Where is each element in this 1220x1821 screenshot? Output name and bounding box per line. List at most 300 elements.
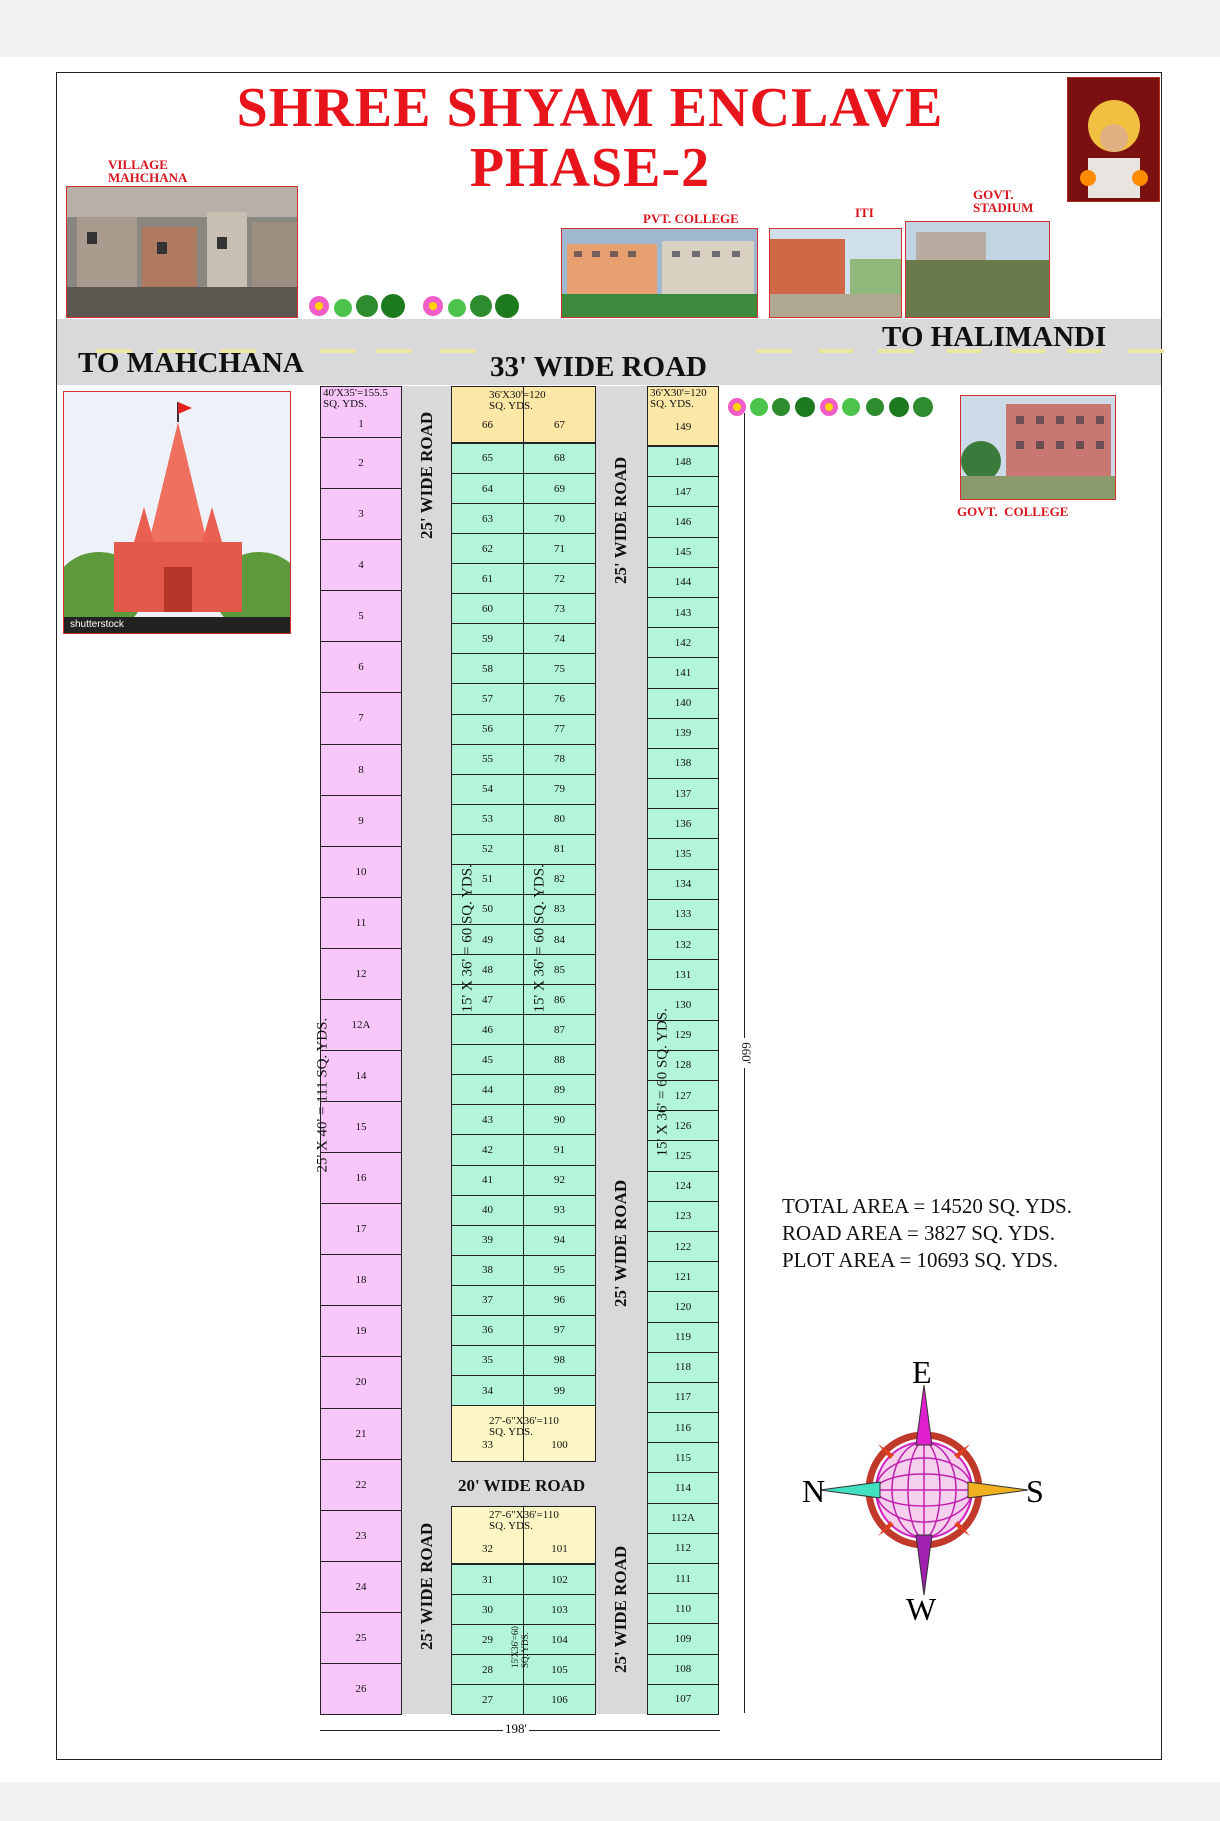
plot-number: 145 bbox=[674, 546, 692, 559]
green-plot-a[interactable] bbox=[451, 714, 524, 745]
green-plot-b[interactable] bbox=[523, 744, 596, 775]
green-plot-b[interactable] bbox=[523, 774, 596, 805]
green-plot-b[interactable] bbox=[523, 653, 596, 684]
deity-image bbox=[1067, 77, 1160, 202]
green-plot-b[interactable] bbox=[523, 683, 596, 714]
plot-number: 111 bbox=[675, 1572, 691, 1585]
green-plot-b[interactable] bbox=[523, 1345, 596, 1376]
plot-number: 144 bbox=[674, 576, 692, 589]
plot-number: 22 bbox=[355, 1478, 367, 1491]
plot-number: 59 bbox=[482, 632, 493, 645]
plot-number: 57 bbox=[482, 693, 493, 705]
plot-number: 92 bbox=[554, 1174, 565, 1187]
small-plot-size-label: 15'X36'=60 SQ. YDS. bbox=[510, 1626, 530, 1668]
right-plot[interactable] bbox=[647, 1623, 719, 1654]
right-plot[interactable] bbox=[647, 1533, 719, 1564]
plot-number: 143 bbox=[674, 606, 692, 619]
pink-plot[interactable] bbox=[320, 1254, 402, 1306]
plot-number: 68 bbox=[554, 452, 565, 465]
plot-number: 104 bbox=[551, 1633, 568, 1646]
plot-number: 9 bbox=[358, 814, 364, 827]
green-plot-a[interactable] bbox=[451, 533, 524, 564]
pink-plot[interactable] bbox=[320, 1510, 402, 1562]
plot-number: 149 bbox=[674, 421, 692, 433]
plot-number: 49 bbox=[482, 933, 493, 946]
green-plot-a[interactable] bbox=[451, 503, 524, 534]
green-plot-a[interactable] bbox=[451, 1375, 524, 1406]
green-plot-a[interactable] bbox=[451, 1134, 524, 1165]
pink-plot[interactable] bbox=[320, 1356, 402, 1408]
plot-number: 127 bbox=[674, 1089, 692, 1102]
right-plot[interactable] bbox=[647, 1654, 719, 1685]
right-plot[interactable] bbox=[647, 627, 719, 658]
green-plot-size-label-b: 15' X 36' = 60 SQ. YDS. bbox=[531, 864, 548, 1013]
plot-number: 15 bbox=[355, 1121, 367, 1134]
plot-number: 47 bbox=[482, 993, 493, 1006]
road-dash bbox=[440, 349, 476, 353]
garden-decoration-right bbox=[723, 391, 953, 423]
green-plot-a[interactable] bbox=[451, 1315, 524, 1346]
plot-number: 71 bbox=[554, 542, 565, 555]
plot-number: 128 bbox=[674, 1059, 692, 1072]
left-road-label-bottom: 25' WIDE ROAD bbox=[417, 1522, 436, 1650]
plot-number: 23 bbox=[355, 1529, 367, 1542]
plot-number: 26 bbox=[355, 1682, 367, 1695]
plot-number: 118 bbox=[674, 1361, 692, 1374]
plot-number: 73 bbox=[554, 602, 565, 615]
plot-number: 94 bbox=[554, 1234, 565, 1247]
green-plot-a[interactable] bbox=[451, 1255, 524, 1286]
shutterstock-watermark: shutterstock bbox=[70, 619, 124, 630]
road-dash bbox=[1128, 349, 1164, 353]
plot-number: 3 bbox=[358, 508, 364, 521]
pink-plot[interactable] bbox=[320, 1152, 402, 1204]
plot-number: 19 bbox=[355, 1325, 367, 1338]
plot-number: 40 bbox=[482, 1204, 493, 1217]
plot-number: 129 bbox=[674, 1029, 692, 1042]
green-plot-b[interactable] bbox=[523, 1654, 596, 1685]
right-plot[interactable] bbox=[647, 657, 719, 688]
plot-number: 82 bbox=[554, 873, 565, 886]
yellow-plot-size: 36'X30'=120 SQ. YDS. bbox=[489, 389, 546, 412]
plot-number: 63 bbox=[482, 512, 493, 525]
right-plot[interactable] bbox=[647, 567, 719, 598]
green-plot-a[interactable] bbox=[451, 1684, 524, 1715]
green-plot-b[interactable] bbox=[523, 1315, 596, 1346]
green-plot-a[interactable] bbox=[451, 623, 524, 654]
pink-plot[interactable] bbox=[320, 437, 402, 489]
plot-number: 28 bbox=[482, 1663, 493, 1676]
plot-number: 95 bbox=[554, 1264, 565, 1277]
village-label: VILLAGE MAHCHANA bbox=[108, 157, 188, 185]
green-plot-a[interactable] bbox=[451, 804, 524, 835]
pink-plot[interactable] bbox=[320, 1663, 402, 1715]
plot-number: 20 bbox=[355, 1376, 367, 1389]
right-plot[interactable] bbox=[647, 959, 719, 990]
plot-number: 34 bbox=[482, 1384, 493, 1397]
iti-photo bbox=[769, 228, 902, 318]
pink-plot[interactable] bbox=[320, 897, 402, 949]
green-plot-b[interactable] bbox=[523, 1255, 596, 1286]
pink-plot[interactable] bbox=[320, 846, 402, 898]
green-plot-b[interactable] bbox=[523, 563, 596, 594]
right-plot[interactable] bbox=[647, 1563, 719, 1594]
green-plot-a[interactable] bbox=[451, 1225, 524, 1256]
plot-number: 32 bbox=[482, 1543, 493, 1555]
pink-plot[interactable] bbox=[320, 1305, 402, 1357]
plot-number: 89 bbox=[554, 1083, 565, 1096]
right-plot[interactable] bbox=[647, 1171, 719, 1202]
left-road-label-top: 25' WIDE ROAD bbox=[417, 411, 436, 539]
compass-e: E bbox=[912, 1355, 932, 1390]
right-plot[interactable] bbox=[647, 1261, 719, 1292]
green-plot-a[interactable] bbox=[451, 774, 524, 805]
right-plot[interactable] bbox=[647, 808, 719, 839]
right-road-label-bottom: 25' WIDE ROAD bbox=[611, 1545, 630, 1673]
plot-number: 27 bbox=[482, 1693, 493, 1706]
green-plot-b[interactable] bbox=[523, 1074, 596, 1105]
plot-number: 119 bbox=[674, 1331, 692, 1344]
plot-number: 106 bbox=[551, 1693, 568, 1706]
pink-plot[interactable] bbox=[320, 744, 402, 796]
plot-number: 135 bbox=[674, 848, 692, 861]
plot-number: 35 bbox=[482, 1354, 493, 1367]
green-plot-b[interactable] bbox=[523, 1225, 596, 1256]
pink-plot[interactable] bbox=[320, 1408, 402, 1460]
right-plot[interactable] bbox=[647, 1412, 719, 1443]
plot-number: 39 bbox=[482, 1234, 493, 1247]
right-road-label-top: 25' WIDE ROAD bbox=[611, 456, 630, 584]
left-side-road bbox=[402, 386, 451, 1714]
plot-number: 109 bbox=[674, 1633, 692, 1646]
pink-plot[interactable] bbox=[320, 641, 402, 693]
right-top-plot-size: 36'X30'=120 SQ. YDS. bbox=[650, 387, 707, 410]
green-plot-a[interactable] bbox=[451, 1195, 524, 1226]
plot-number: 87 bbox=[554, 1023, 565, 1036]
pink-plot-size-label: 25' X 40' = 111 SQ. YDS. bbox=[314, 1017, 331, 1173]
green-plot-a[interactable] bbox=[451, 1345, 524, 1376]
plot-number: 67 bbox=[554, 419, 565, 432]
green-plot-b[interactable] bbox=[523, 1375, 596, 1406]
plot-number: 51 bbox=[482, 873, 493, 886]
green-plot-b[interactable] bbox=[523, 1134, 596, 1165]
green-plot-b[interactable] bbox=[523, 1044, 596, 1075]
plot-number: 93 bbox=[554, 1204, 565, 1217]
plot-number: 102 bbox=[551, 1573, 568, 1586]
pink-plot[interactable] bbox=[320, 590, 402, 642]
plot-number: 86 bbox=[554, 993, 565, 1006]
plot-number: 52 bbox=[482, 843, 493, 856]
plot-number: 44 bbox=[482, 1083, 493, 1096]
pink-plot[interactable] bbox=[320, 795, 402, 847]
plot-number: 77 bbox=[554, 723, 565, 736]
right-plot[interactable] bbox=[647, 1201, 719, 1232]
plot-number: 123 bbox=[674, 1210, 692, 1223]
plot-number: 33 bbox=[482, 1438, 493, 1451]
width-dimension-label: 198' bbox=[505, 1721, 527, 1736]
plot-number: 81 bbox=[554, 843, 565, 856]
plot-number: 122 bbox=[674, 1240, 692, 1253]
plot-number: 50 bbox=[482, 903, 493, 916]
plot-number: 83 bbox=[554, 903, 565, 916]
plot-number: 138 bbox=[674, 757, 692, 770]
plot-number: 91 bbox=[554, 1143, 565, 1156]
right-road-label-mid: 25' WIDE ROAD bbox=[611, 1179, 630, 1307]
plot-number: 36 bbox=[482, 1324, 493, 1337]
plot-number: 78 bbox=[554, 753, 565, 766]
plot-number: 45 bbox=[482, 1053, 493, 1066]
plot-number: 42 bbox=[482, 1143, 493, 1156]
right-plot[interactable] bbox=[647, 778, 719, 809]
green-plot-b[interactable] bbox=[523, 804, 596, 835]
plot-number: 75 bbox=[554, 662, 565, 675]
green-plot-a[interactable] bbox=[451, 1564, 524, 1595]
compass-w: W bbox=[906, 1591, 937, 1625]
right-plot[interactable] bbox=[647, 748, 719, 779]
plot-number: 116 bbox=[674, 1421, 692, 1434]
plot-number: 12 bbox=[355, 967, 367, 980]
plot-number: 121 bbox=[674, 1270, 692, 1283]
right-plot[interactable] bbox=[647, 537, 719, 568]
plot-number: 5 bbox=[358, 610, 364, 623]
green-plot-b[interactable] bbox=[523, 714, 596, 745]
plot-number: 80 bbox=[554, 813, 565, 826]
plot-number: 2 bbox=[358, 457, 364, 470]
iti-label: ITI bbox=[855, 205, 874, 220]
green-plot-a[interactable] bbox=[451, 1104, 524, 1135]
plot-number: 130 bbox=[674, 999, 692, 1012]
pink-plot[interactable] bbox=[320, 948, 402, 1000]
plot-number: 137 bbox=[674, 787, 692, 800]
pink-plot[interactable] bbox=[320, 1101, 402, 1153]
plot-number: 112A bbox=[670, 1512, 696, 1525]
temple-image bbox=[63, 391, 291, 634]
pink-plot[interactable] bbox=[320, 1050, 402, 1102]
right-plot[interactable] bbox=[647, 1291, 719, 1322]
green-plot-a[interactable] bbox=[451, 563, 524, 594]
plot-number: 112 bbox=[674, 1542, 692, 1555]
green-plot-a[interactable] bbox=[451, 1074, 524, 1105]
plot-number: 117 bbox=[674, 1391, 692, 1404]
plot-number: 110 bbox=[674, 1602, 692, 1615]
right-plot[interactable] bbox=[647, 1231, 719, 1262]
right-plot[interactable] bbox=[647, 929, 719, 960]
pink-plot[interactable] bbox=[320, 692, 402, 744]
plot-number: 54 bbox=[482, 783, 493, 796]
plot-number: 24 bbox=[355, 1580, 367, 1593]
compass-rose bbox=[790, 1355, 1060, 1625]
right-side-road bbox=[596, 386, 647, 1714]
plot-number: 125 bbox=[674, 1149, 692, 1162]
right-plot[interactable] bbox=[647, 597, 719, 628]
right-plot[interactable] bbox=[647, 899, 719, 930]
plot-number: 41 bbox=[482, 1174, 493, 1187]
pink-plot[interactable] bbox=[320, 539, 402, 591]
plot-number: 141 bbox=[674, 666, 692, 679]
plot-number: 65 bbox=[482, 452, 493, 465]
plot-number: 126 bbox=[674, 1119, 692, 1132]
pink-plot[interactable] bbox=[320, 488, 402, 540]
green-plot-a[interactable] bbox=[451, 653, 524, 684]
plot-number: 76 bbox=[554, 693, 565, 705]
plot-number: 133 bbox=[674, 908, 692, 921]
green-plot-b[interactable] bbox=[523, 1195, 596, 1226]
total-area: TOTAL AREA = 14520 SQ. YDS. bbox=[782, 1194, 1072, 1218]
plot-number: 38 bbox=[482, 1264, 493, 1277]
pink-top-plot-size: 40'X35'=155.5 SQ. YDS. bbox=[323, 387, 388, 410]
plot-number: 43 bbox=[482, 1113, 493, 1126]
plot-number: 134 bbox=[674, 878, 692, 891]
plot-number: 108 bbox=[674, 1663, 692, 1676]
green-plot-a[interactable] bbox=[451, 1285, 524, 1316]
right-plot[interactable] bbox=[647, 1352, 719, 1383]
green-plot-a[interactable] bbox=[451, 683, 524, 714]
right-plot-size-label: 15' X 36' = 60 SQ. YDS. bbox=[654, 1008, 671, 1157]
plot-number: 55 bbox=[482, 753, 493, 766]
right-plot[interactable] bbox=[647, 506, 719, 537]
road-area: ROAD AREA = 3827 SQ. YDS. bbox=[782, 1221, 1056, 1245]
green-plot-a[interactable] bbox=[451, 443, 524, 474]
plot-number: 105 bbox=[551, 1663, 568, 1676]
green-plot-a[interactable] bbox=[451, 473, 524, 504]
plot-number: 114 bbox=[674, 1482, 692, 1495]
plot-number: 7 bbox=[358, 712, 364, 725]
plot-number: 100 bbox=[551, 1438, 568, 1451]
plot-number: 146 bbox=[674, 515, 692, 528]
plot-number: 101 bbox=[551, 1543, 568, 1555]
plot-number: 1 bbox=[358, 418, 364, 431]
right-plot[interactable] bbox=[647, 718, 719, 749]
green-plot-b[interactable] bbox=[523, 473, 596, 504]
plot-number: 64 bbox=[482, 482, 493, 495]
pink-plot[interactable] bbox=[320, 1459, 402, 1511]
plot-number: 79 bbox=[554, 783, 565, 796]
pink-plot[interactable] bbox=[320, 1561, 402, 1613]
pvt-college-label: PVT. COLLEGE bbox=[643, 211, 739, 226]
plot-number: 31 bbox=[482, 1573, 493, 1586]
right-plot[interactable] bbox=[647, 838, 719, 869]
plot-number: 88 bbox=[554, 1053, 565, 1066]
right-plot[interactable] bbox=[647, 1382, 719, 1413]
plot-number: 98 bbox=[554, 1354, 565, 1367]
plot-number: 69 bbox=[554, 482, 565, 495]
green-plot-a[interactable] bbox=[451, 1044, 524, 1075]
plot-number: 48 bbox=[482, 963, 493, 976]
plot-number: 115 bbox=[674, 1451, 692, 1464]
plot-number: 107 bbox=[674, 1693, 692, 1706]
compass-n: N bbox=[802, 1473, 826, 1509]
plot-number: 139 bbox=[674, 727, 692, 740]
green-plot-b[interactable] bbox=[523, 503, 596, 534]
plot-number: 11 bbox=[355, 916, 367, 929]
right-plot[interactable] bbox=[647, 869, 719, 900]
plot-number: 18 bbox=[355, 1274, 367, 1287]
plot-area: PLOT AREA = 10693 SQ. YDS. bbox=[782, 1248, 1059, 1272]
right-plot[interactable] bbox=[647, 476, 719, 507]
compass-s: S bbox=[1026, 1473, 1044, 1509]
right-plot[interactable] bbox=[647, 1684, 719, 1715]
green-plot-a[interactable] bbox=[451, 1014, 524, 1045]
right-plot[interactable] bbox=[647, 1322, 719, 1353]
green-plot-b[interactable] bbox=[523, 1564, 596, 1595]
plot-number: 6 bbox=[358, 661, 364, 674]
plot-number: 14 bbox=[355, 1070, 367, 1083]
govt-stadium-photo bbox=[905, 221, 1050, 318]
plot-number: 60 bbox=[482, 602, 493, 615]
plot-number: 85 bbox=[554, 963, 565, 976]
road-dash bbox=[756, 349, 792, 353]
pink-plot[interactable] bbox=[320, 1612, 402, 1664]
green-plot-b[interactable] bbox=[523, 443, 596, 474]
plot-number: 97 bbox=[554, 1324, 565, 1337]
green-plot-b[interactable] bbox=[523, 1014, 596, 1045]
plot-number: 131 bbox=[674, 968, 692, 981]
road-dash bbox=[376, 349, 412, 353]
right-plot[interactable] bbox=[647, 1593, 719, 1624]
plot-number: 8 bbox=[358, 763, 364, 776]
title-line1: SHREE SHYAM ENCLAVE bbox=[236, 77, 944, 139]
cream-plot-size-top: 27'-6"X36'=110 SQ. YDS. bbox=[489, 1415, 559, 1438]
plot-number: 96 bbox=[554, 1294, 565, 1307]
plot-number: 37 bbox=[482, 1294, 493, 1307]
plot-number: 120 bbox=[674, 1300, 692, 1313]
pink-plot[interactable] bbox=[320, 999, 402, 1051]
plot-number: 140 bbox=[674, 697, 692, 710]
green-plot-a[interactable] bbox=[451, 593, 524, 624]
height-dimension-label: 660' bbox=[738, 1038, 754, 1068]
mid-road-label: 20' WIDE ROAD bbox=[458, 1476, 586, 1495]
plot-number: 12A bbox=[351, 1018, 371, 1031]
plot-number: 72 bbox=[554, 572, 565, 585]
plot-number: 147 bbox=[674, 485, 692, 498]
govt-college-label: GOVT. COLLEGE bbox=[957, 504, 1069, 519]
plot-number: 148 bbox=[674, 455, 692, 468]
green-plot-b[interactable] bbox=[523, 1684, 596, 1715]
green-plot-b[interactable] bbox=[523, 1624, 596, 1655]
plot-number: 90 bbox=[554, 1113, 565, 1126]
green-plot-b[interactable] bbox=[523, 533, 596, 564]
green-plot-a[interactable] bbox=[451, 744, 524, 775]
right-plot[interactable] bbox=[647, 1442, 719, 1473]
green-plot-b[interactable] bbox=[523, 593, 596, 624]
plot-number: 56 bbox=[482, 723, 493, 736]
right-plot[interactable] bbox=[647, 1503, 719, 1534]
plot-number: 74 bbox=[554, 632, 565, 645]
pink-plot[interactable] bbox=[320, 1203, 402, 1255]
green-plot-b[interactable] bbox=[523, 1285, 596, 1316]
plot-number: 62 bbox=[482, 542, 493, 555]
right-plot[interactable] bbox=[647, 688, 719, 719]
plot-number: 16 bbox=[355, 1172, 367, 1185]
plot-number: 17 bbox=[355, 1223, 367, 1236]
plot-number: 136 bbox=[674, 817, 692, 830]
plot-number: 99 bbox=[554, 1384, 565, 1397]
green-plot-b[interactable] bbox=[523, 1165, 596, 1196]
plot-number: 124 bbox=[674, 1180, 692, 1193]
green-plot-b[interactable] bbox=[523, 1104, 596, 1135]
plot-number: 46 bbox=[482, 1023, 493, 1036]
right-plot[interactable] bbox=[647, 446, 719, 477]
plot-number: 132 bbox=[674, 938, 692, 951]
plot-number: 30 bbox=[482, 1603, 493, 1616]
green-plot-b[interactable] bbox=[523, 623, 596, 654]
to-halimandi-label: TO HALIMANDI bbox=[882, 321, 1107, 353]
right-plot[interactable] bbox=[647, 1472, 719, 1503]
plot-number: 66 bbox=[482, 419, 493, 432]
plot-number: 21 bbox=[355, 1427, 367, 1440]
green-plot-b[interactable] bbox=[523, 1594, 596, 1625]
green-plot-a[interactable] bbox=[451, 1165, 524, 1196]
